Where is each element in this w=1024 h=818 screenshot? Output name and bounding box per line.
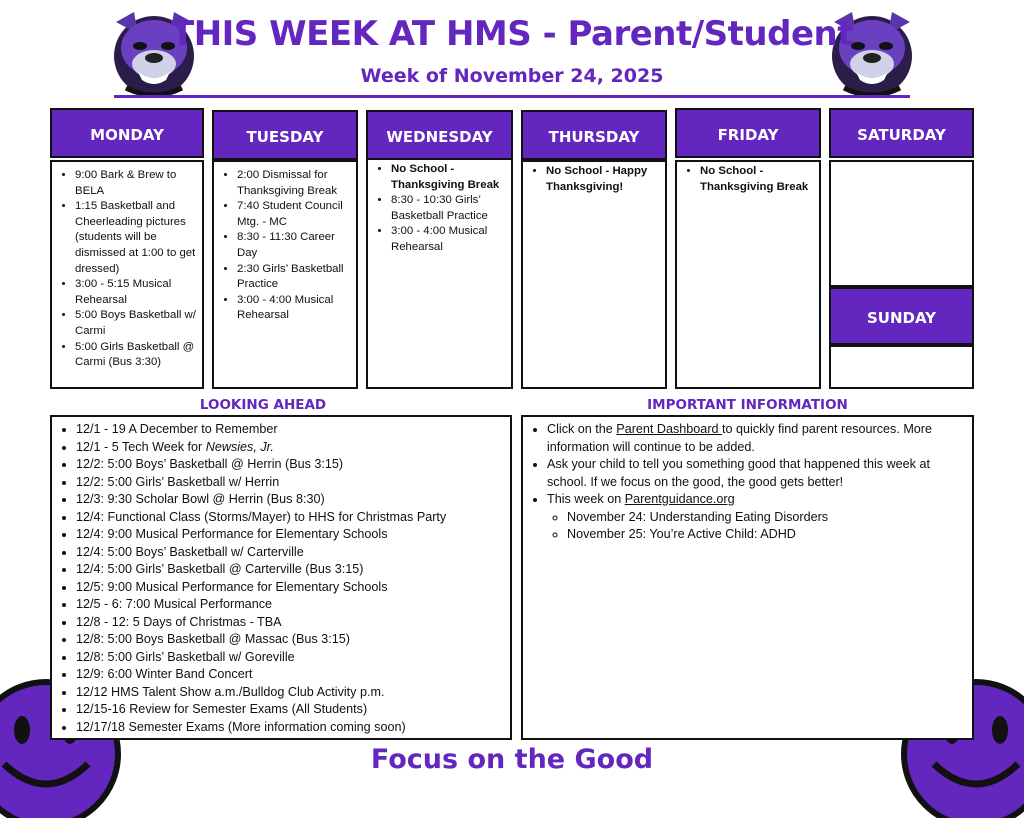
list-item: • 12/8 - 12: 5 Days of Christmas - TBA <box>76 614 504 632</box>
list-item-text: 12/1 - 5 Tech Week for <box>76 439 206 454</box>
list-item: • No School - Thanksgiving Break <box>391 162 505 193</box>
list-item: • 12/17/18 Semester Exams (More information coming soon) <box>76 719 504 737</box>
list-item <box>547 421 966 456</box>
list-item: • 12/12 HMS Talent Show a.m./Bulldog Club Activity p.m. <box>76 684 504 702</box>
header-divider <box>114 95 910 98</box>
list-item: • 12/8: 5:00 Boys Basketball @ Massac (Bus 3:15) <box>76 631 504 649</box>
list-item-text: to quickly find parent resources. More information will continue to be added. <box>547 422 933 454</box>
list-item <box>547 491 966 544</box>
list-item: • 12/2: 5:00 Boys’ Basketball @ Herrin (Bus 3:15) <box>76 456 504 474</box>
page-title: THIS WEEK AT HMS - Parent/Student <box>171 14 853 54</box>
parent-dashboard-link[interactable]: Parent Dashboard <box>616 422 723 436</box>
list-item: • 12/1 - 19 A December to Remember <box>76 421 504 439</box>
list-item-text: Click on the <box>547 422 617 436</box>
list-item: • 12/5 - 6: 7:00 Musical Performance <box>76 596 504 614</box>
list-item: • 12/9: 6:00 Winter Band Concert <box>76 666 504 684</box>
list-item: • 3:00 - 5:15 Musical Rehearsal <box>75 277 196 308</box>
sunday-events <box>829 345 974 389</box>
wednesday-events <box>366 158 513 389</box>
list-item: • 8:30 - 11:30 Career Day <box>237 230 350 261</box>
friday-events <box>675 160 821 389</box>
list-item-text: This week on <box>547 492 625 506</box>
list-item: • 7:40 Student Council Mtg. - MC <box>237 199 350 230</box>
wednesday-header: WEDNESDAY <box>366 110 513 160</box>
tuesday-events <box>212 160 358 389</box>
list-item: • 12/15-16 Review for Semester Exams (All Students) <box>76 701 504 719</box>
friday-header: FRIDAY <box>675 108 821 158</box>
list-item: • 12/8: 5:00 Girls’ Basketball w/ Goreville <box>76 649 504 667</box>
important-info-label: IMPORTANT INFORMATION <box>647 397 848 413</box>
monday-header: MONDAY <box>50 108 204 158</box>
list-item: • 12/4: 5:00 Boys’ Basketball w/ Carterville <box>76 544 504 562</box>
list-item: • 12/4: Functional Class (Storms/Mayer) to HHS for Christmas Party <box>76 509 504 527</box>
saturday-events <box>829 160 974 287</box>
thursday-events <box>521 160 667 389</box>
list-item: • 12/2: 5:00 Girls’ Basketball w/ Herrin <box>76 474 504 492</box>
looking-ahead-label: LOOKING AHEAD <box>199 397 327 413</box>
list-item: • 2:30 Girls’ Basketball Practice <box>237 262 350 293</box>
monday-events <box>50 160 204 389</box>
saturday-header: SATURDAY <box>829 108 974 158</box>
show-title: Newsies, Jr. <box>205 439 274 454</box>
list-item: • 12/4: 9:00 Musical Performance for Elementary Schools <box>76 526 504 544</box>
list-item: • No School - Happy Thanksgiving! <box>546 164 659 195</box>
list-item: • No School - Thanksgiving Break <box>700 164 813 195</box>
list-item: • 3:00 - 4:00 Musical Rehearsal <box>391 224 505 255</box>
parentguidance-link[interactable]: Parentguidance.org <box>624 492 735 506</box>
tuesday-header: TUESDAY <box>212 110 358 160</box>
sub-list-item: ◦ November 24: Understanding Eating Disorders <box>567 509 966 527</box>
list-item: • 12/4: 5:00 Girls’ Basketball @ Carterville (Bus 3:15) <box>76 561 504 579</box>
list-item: • 2:00 Dismissal for Thanksgiving Break <box>237 168 350 199</box>
footer-slogan: Focus on the Good <box>370 744 654 775</box>
list-item: • 12/3: 9:30 Scholar Bowl @ Herrin (Bus 8:30) <box>76 491 504 509</box>
looking-ahead-panel <box>50 415 512 740</box>
list-item: • 9:00 Bark & Brew to BELA <box>75 168 196 199</box>
thursday-header: THURSDAY <box>521 110 667 160</box>
list-item: • 12/5: 9:00 Musical Performance for Elementary Schools <box>76 579 504 597</box>
list-item: • 8:30 - 10:30 Girls’ Basketball Practice <box>391 193 505 224</box>
week-subtitle: Week of November 24, 2025 <box>360 65 664 87</box>
list-item <box>76 439 504 457</box>
list-item: • 5:00 Girls Basketball @ Carmi (Bus 3:30) <box>75 340 196 371</box>
sub-list-item: ◦ November 25: You’re Active Child: ADHD <box>567 526 966 544</box>
list-item: • 5:00 Boys Basketball w/ Carmi <box>75 308 196 339</box>
list-item: • 1:15 Basketball and Cheerleading pictures (students will be dismissed at 1:00 to get dressed) <box>75 199 196 277</box>
important-info-panel <box>521 415 974 740</box>
sunday-header: SUNDAY <box>829 287 974 345</box>
list-item: • 3:00 - 4:00 Musical Rehearsal <box>237 293 350 324</box>
list-item: • Ask your child to tell you something good that happened this week at school. If we focus on the good, the good gets better! <box>547 456 966 491</box>
